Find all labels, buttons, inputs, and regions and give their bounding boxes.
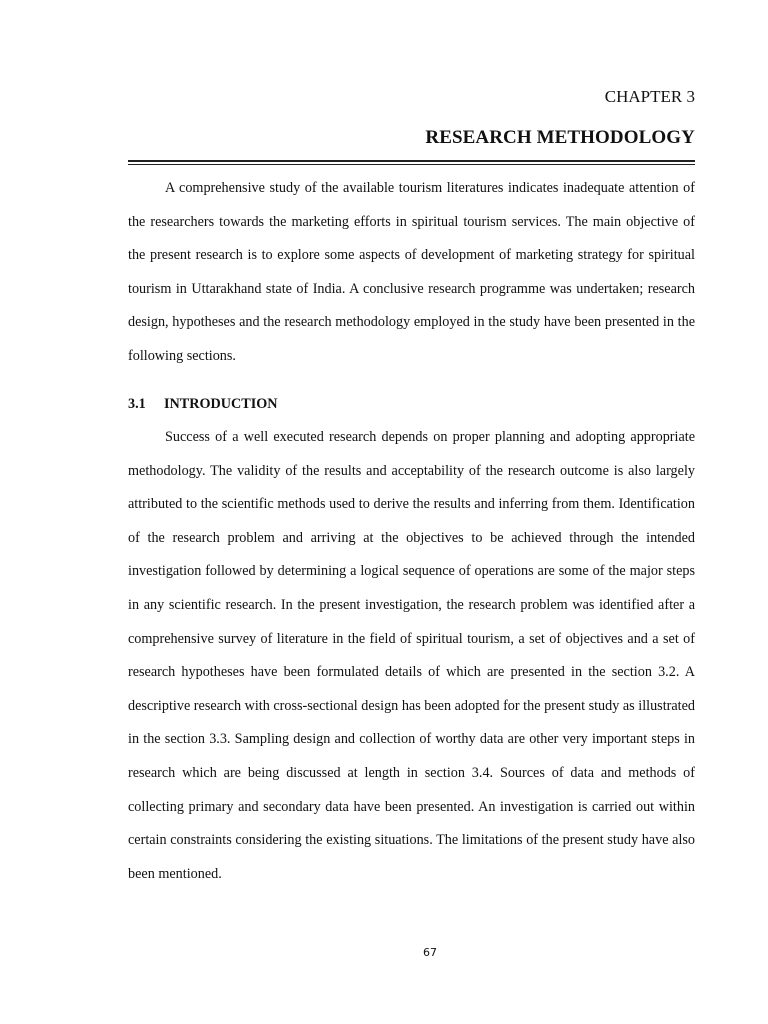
intro-paragraph: A comprehensive study of the available tourism literatures indicates inadequate attention of the researchers towards the marketing efforts in spiritual tourism services. The main objective of the present research is to explore some aspects of development of marketing strategy for spiritual tourism in Uttarakhand state of India. A conclusive research programme was undertaken; research design, hypotheses and the research methodology employed in the study have been presented in the following sections. [128, 180, 695, 364]
document-page [128, 0, 695, 1024]
page-number: 67 [423, 946, 437, 959]
section-heading [128, 392, 278, 416]
chapter-title: RESEARCH METHODOLOGY [425, 127, 695, 148]
section-title: INTRODUCTION [164, 396, 278, 412]
section-number: 3.1 [128, 396, 146, 412]
title-double-rule [128, 160, 695, 165]
section-paragraph: Success of a well executed research depends on proper planning and adopting appropriate methodology. The validity of the results and acceptability of the research outcome is also largely attributed to the scientific methods used to derive the results and inferring from them. Identification of the research problem and arriving at the objectives to be achieved through the intended investigation followed by determining a logical sequence of operations are some of the major steps in any scientific research. In the present investigation, the research problem was identified after a comprehensive survey of literature in the field of spiritual tourism, a set of objectives and a set of research hypotheses have been formulated details of which are presented in the section 3.2. A descriptive research with cross-sectional design has been adopted for the present study as illustrated in the section 3.3. Sampling design and collection of worthy data are other very important steps in research which are being discussed at length in section 3.4. Sources of data and methods of collecting primary and secondary data have been presented. An investigation is carried out within certain constraints considering the existing situations. The limitations of the present study have also been mentioned. [128, 429, 695, 882]
chapter-label: CHAPTER 3 [604, 87, 695, 106]
